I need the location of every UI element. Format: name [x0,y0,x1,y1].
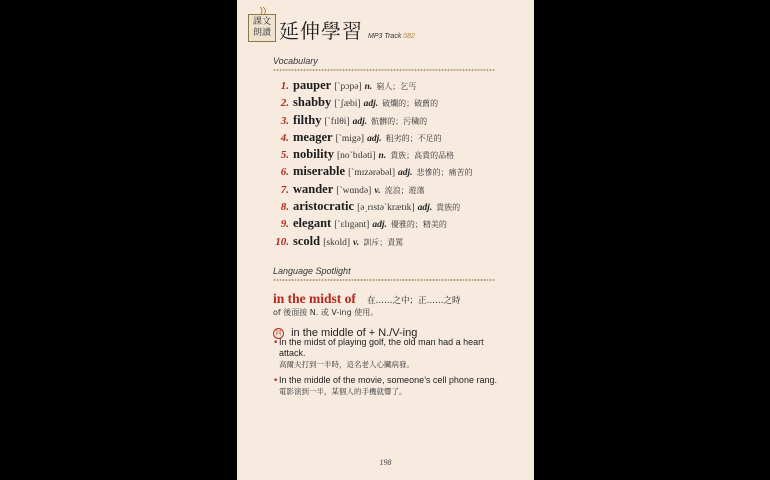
example-english: In the middle of the movie, someone’s cell phone rang. [279,375,497,385]
vocab-ipa: [noˋbɪləti] [337,151,376,162]
track-number: 082 [403,33,415,40]
vocab-pos: adj. [352,116,368,127]
vocab-word: filthy [293,112,322,127]
book-page [237,0,534,480]
vocab-pos: n. [378,151,387,162]
spotlight-phrase-definition: 在……之中；正……之時 [366,296,461,306]
vocab-word: aristocratic [293,199,355,214]
badge-line-2: 朗讀 [252,28,271,38]
vocab-number: 1. [280,80,289,92]
bullet-icon: • [273,338,279,348]
vocab-item [273,113,503,130]
vocab-definition: 訓斥；責罵 [363,237,404,247]
vocab-definition: 貴族的 [436,203,461,213]
vocab-pos: adj. [363,99,379,110]
vocab-item [273,199,503,216]
vocab-pos: adj. [372,220,387,231]
bullet-icon: • [273,376,279,386]
vocabulary-divider [273,68,495,72]
vocab-definition: 貴族；高貴的品格 [390,151,455,161]
vocab-item [273,95,503,112]
vocab-pos: v. [353,237,360,248]
vocab-pos: adj. [398,168,413,179]
synonym-phrase: in the middle of + N./V-ing [291,327,418,339]
vocab-item [273,78,503,95]
vocab-definition: 優雅的；精美的 [390,220,447,230]
audio-reading-badge[interactable] [248,14,276,42]
vocab-number: 4. [280,131,289,144]
vocab-number: 2. [280,97,289,110]
vocab-pos: adj. [367,133,382,144]
vocab-item [273,182,503,199]
example-sentence [273,337,498,370]
vocabulary-heading: Vocabulary [273,56,318,66]
page-title: 延伸學習 [279,19,363,43]
vocab-number: 9. [280,218,289,231]
mp3-track-label [368,33,415,40]
vocab-word: wander [293,181,334,196]
vocab-ipa: [ˋfɪlθi] [324,116,350,127]
vocab-pos: v. [374,185,381,196]
vocab-definition: 骯髒的；污穢的 [371,116,428,126]
vocab-number: 10. [275,235,289,248]
vocab-ipa: [ə͵rɪstəˋkrætɪk] [357,203,415,214]
vocab-word: pauper [293,78,332,92]
vocab-item [273,234,503,251]
usage-note: of 後面接 N. 或 V-ing 使用。 [273,308,379,317]
vocab-item [273,216,503,233]
vocab-word: elegant [293,216,332,231]
synonym-icon: 同 [273,328,284,339]
vocab-number: 6. [280,166,289,179]
badge-line-1: 課文 [252,17,271,27]
vocab-word: shabby [293,95,332,110]
example-chinese: 高爾夫打到一半時，這名老人心臟病發。 [279,360,414,369]
page-number: 198 [379,458,392,467]
spotlight-phrase: in the midst of [273,291,356,306]
vocab-item [273,147,503,164]
vocab-word: nobility [293,147,334,162]
track-label: MP3 Track [368,33,402,40]
vocab-ipa: [ˋpɔpə] [334,82,362,92]
vocab-item [273,130,503,147]
vocab-definition: 流浪；遊蕩 [384,185,425,195]
vocab-ipa: [skold] [323,237,351,248]
vocab-ipa: [ˋɛlɪgənt] [334,220,370,231]
vocab-definition: 粗劣的；不足的 [385,133,442,143]
vocab-number: 7. [280,183,289,196]
vocab-item [273,164,503,181]
vocab-ipa: [ˋwɑndə] [336,185,372,196]
vocab-pos: adj. [417,203,433,214]
example-chinese: 電影演到一半，某個人的手機就響了。 [279,387,407,396]
vocab-word: meager [293,129,333,144]
vocab-number: 5. [280,149,289,162]
vocab-ipa: [ˋmigə] [335,133,365,144]
vocab-pos: n. [364,82,373,92]
example-english: In the midst of playing golf, the old man had a heart attack. [279,337,484,358]
vocab-definition: 窮人；乞丐 [376,82,417,91]
language-spotlight-heading: Language Spotlight [273,266,351,276]
vocab-definition: 破爛的；破舊的 [382,99,439,109]
vocab-number: 3. [280,114,289,127]
vocab-ipa: [ˋmɪzərəbəl] [348,168,396,179]
vocab-word: scold [293,233,321,248]
vocab-definition: 悲慘的；痛苦的 [416,168,473,178]
vocab-ipa: [ˋʃæbi] [334,99,361,110]
example-sentence [273,375,498,397]
badge-label [250,17,274,39]
spotlight-divider [273,278,495,282]
vocab-word: miserable [293,164,346,179]
spotlight-phrase-row [273,288,461,307]
sound-wave-icon [258,6,270,16]
vocabulary-list [273,78,503,251]
vocab-number: 8. [280,201,289,214]
